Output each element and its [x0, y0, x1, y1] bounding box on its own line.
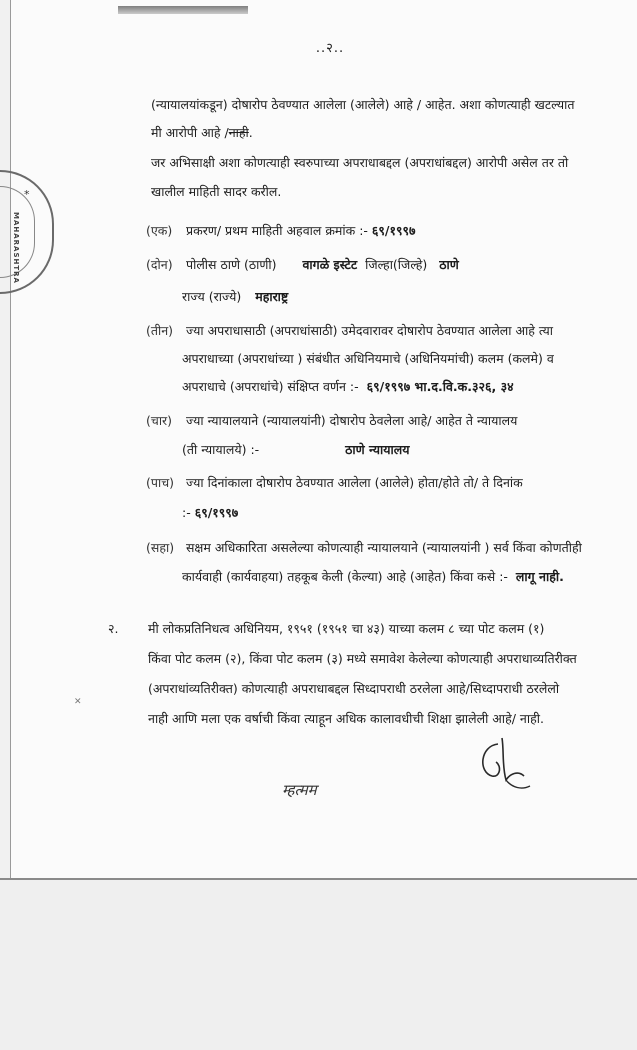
police-station-value: वागळे इस्टेट: [302, 257, 358, 272]
item-four-text-1: ज्या न्यायालयाने (न्यायालयांनी) दोषारोप ठेवलेला आहे/ आहेत ते न्यायालय: [185, 413, 518, 428]
intro-line-2-suffix: .: [248, 125, 253, 140]
intro-line-4: खालील माहिती सादर करील.: [151, 184, 282, 199]
item-one-value: ६९/१९९७: [371, 223, 416, 238]
item-four-label: (चार): [146, 413, 173, 428]
item-five-line-2: [182, 504, 238, 522]
page-number: ..२..: [315, 41, 345, 56]
state-label: राज्य (राज्ये): [182, 289, 242, 304]
section-two-line-3: (अपराधांव्यतिरीक्त) कोणत्याही अपराधाबद्दल सिध्दापराधी ठरलेला आहे/सिध्दापराधी ठरलेलो: [148, 681, 560, 696]
item-one: [146, 222, 416, 240]
item-six-text-2: कार्यवाही (कार्यवाहया) तहकूब केली (केल्या) आहे (आहेत) किंवा कसे :-: [182, 569, 508, 584]
section-two-line-2: किंवा पोट कलम (२), किंवा पोट कलम (३) मध्ये समावेश केलेल्या कोणत्याही अपराधाव्यतिरीक्त: [148, 651, 577, 666]
signature-right: [472, 736, 532, 796]
section-two-number: २.: [108, 621, 119, 636]
item-six-line-2: [182, 568, 564, 586]
item-five-label: (पाच): [146, 475, 175, 490]
district-value: ठाणे: [439, 257, 459, 272]
item-three-line-3: [182, 378, 514, 396]
item-one-label: (एक): [146, 223, 173, 238]
item-four-line-2: [182, 441, 409, 459]
document-page: [10, 0, 637, 878]
item-six-value: लागू नाही.: [515, 569, 564, 584]
item-three-label: (तीन): [146, 323, 174, 338]
item-six-label: (सहा): [146, 540, 175, 555]
item-five-line-1: [146, 474, 523, 492]
scan-speck: ✕: [74, 697, 82, 707]
section-two-line-4: नाही आणि मला एक वर्षाची किंवा त्याहून अधिक कालावधीची शिक्षा झालेली आहे/ नाही.: [148, 711, 544, 726]
item-one-text: प्रकरण/ प्रथम माहिती अहवाल क्रमांक :-: [185, 223, 368, 238]
item-five-value: ६९/१९९७: [194, 505, 239, 520]
item-four-text-2: (ती न्यायालये) :-: [182, 442, 260, 457]
stamp-star-icon: *: [24, 188, 30, 201]
item-two-label: (दोन): [146, 257, 173, 272]
state-value: महाराष्ट्र: [255, 289, 289, 304]
scan-background: [0, 880, 637, 1050]
item-six-text-1: सक्षम अधिकारिता असलेल्या कोणत्याही न्यायालयाने (न्यायालयांनी ) सर्व किंवा कोणतीही: [185, 540, 582, 555]
item-three-value: ६९/१९९७ भा.द.वि.क.३२६, ३४: [366, 379, 514, 394]
intro-line-2: [151, 124, 253, 142]
item-two: [146, 256, 459, 274]
scan-shadow: [118, 6, 248, 14]
intro-line-1: (न्यायालयांकडून) दोषारोप ठेवण्यात आलेला (आलेले) आहे / आहेत. अशा कोणत्याही खटल्यात: [151, 97, 575, 112]
item-three-text-1: ज्या अपराधासाठी (अपराधांसाठी) उमेदवारावर दोषारोप ठेवण्यात आलेला आहे त्या: [185, 323, 553, 338]
item-three-line-1: [146, 322, 553, 340]
item-four-line-1: [146, 412, 517, 430]
item-six-line-1: [146, 539, 582, 557]
item-five-text-2: :-: [182, 505, 191, 520]
item-two-state: [182, 288, 288, 306]
item-five-text-1: ज्या दिनांकाला दोषारोप ठेवण्यात आलेला (आलेले) होता/होते तो/ ते दिनांक: [185, 475, 523, 490]
district-label: जिल्हा(जिल्हे): [365, 257, 428, 272]
intro-line-2-prefix: मी आरोपी आहे /: [151, 125, 229, 140]
item-three-line-2: अपराधाच्या (अपराधांच्या ) संबंधीत अधिनियमाचे (अधिनियमांची) कलम (कलमे) व: [182, 351, 554, 366]
item-two-text: पोलीस ठाणे (ठाणी): [185, 257, 277, 272]
signature-left: म्हत्मम: [282, 781, 317, 799]
item-three-text-3: अपराधाचे (अपराधांचे) संक्षिप्त वर्णन :-: [182, 379, 359, 394]
stamp-text: MAHARASHTRA: [12, 212, 20, 284]
item-four-value: ठाणे न्यायालय: [345, 442, 410, 457]
intro-line-3: जर अभिसाक्षी अशा कोणत्याही स्वरुपाच्या अपराधाबद्दल (अपराधांबद्दल) आरोपी असेल तर तो: [151, 155, 569, 170]
section-two-line-1: मी लोकप्रतिनिधत्व अधिनियम, १९५१ (१९५१ चा ४३) याच्या कलम ८ च्या पोट कलम (१): [148, 621, 545, 636]
struck-word: नाही: [228, 125, 249, 140]
